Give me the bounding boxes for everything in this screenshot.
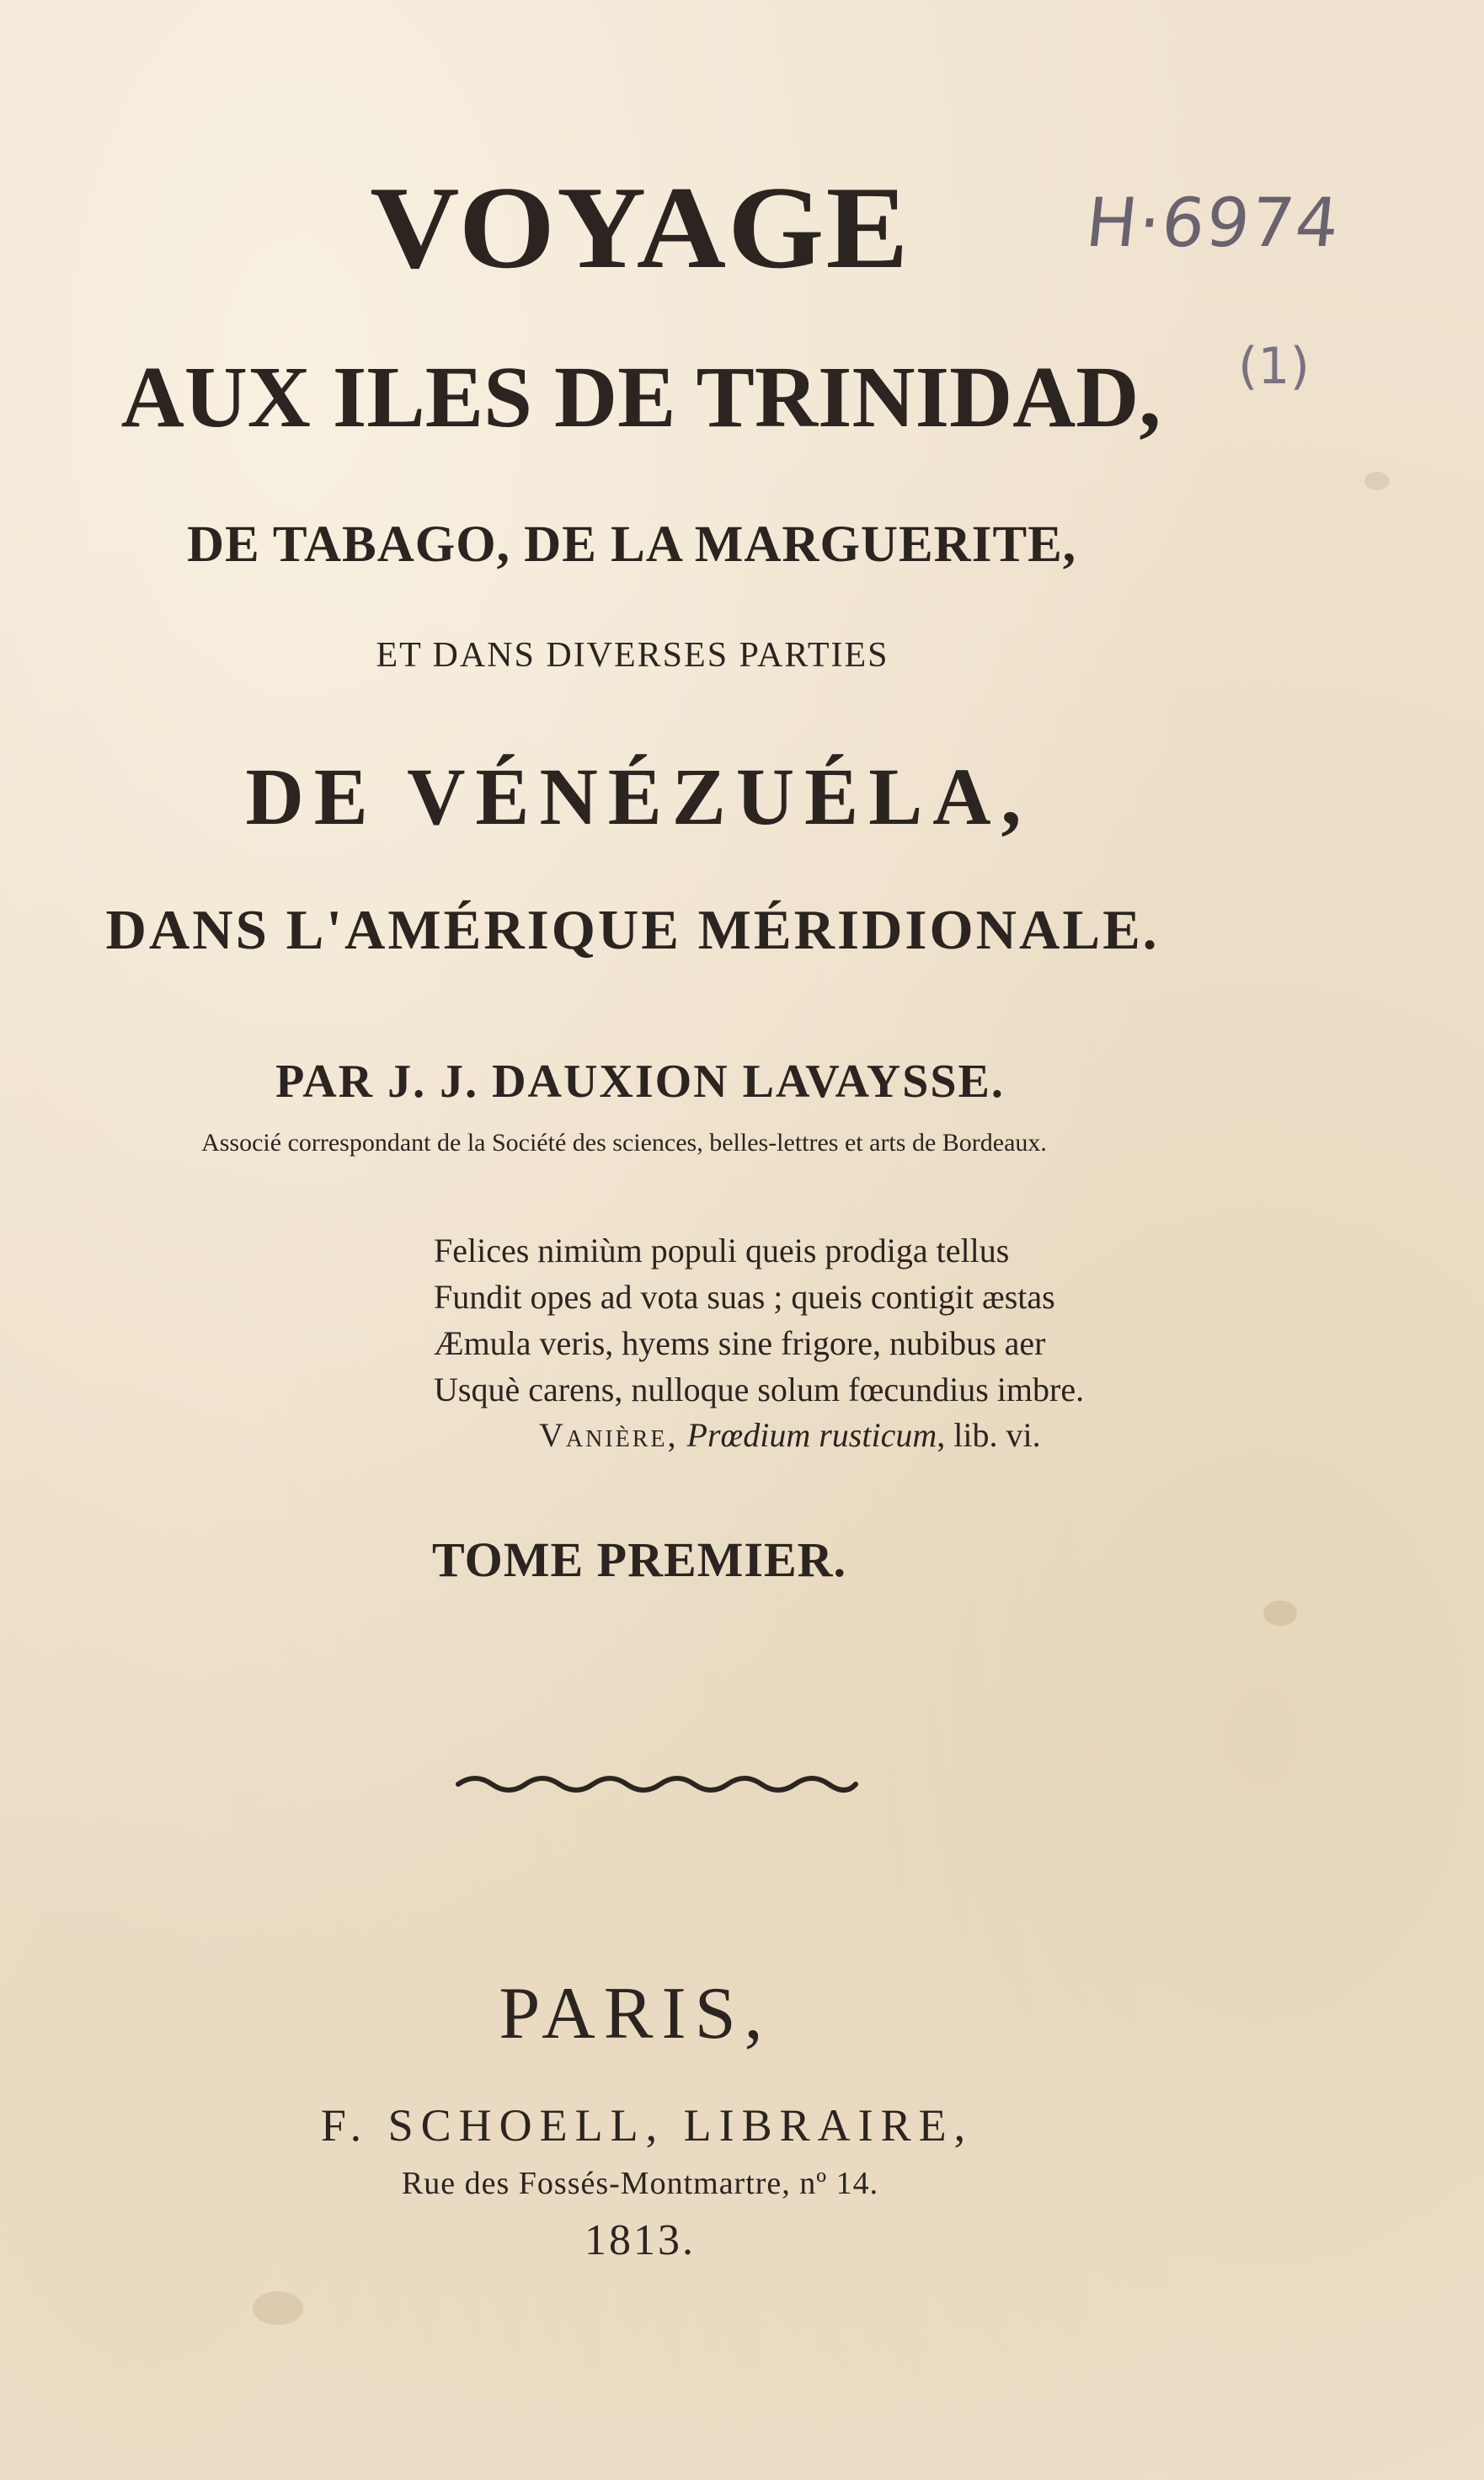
imprint-publisher: F. SCHOELL, LIBRAIRE, bbox=[320, 2100, 974, 2151]
book-title: VOYAGE bbox=[370, 163, 910, 293]
epigraph bbox=[434, 1227, 1084, 1413]
handwritten-volume-mark: (1) bbox=[1238, 337, 1310, 396]
epigraph-attribution bbox=[539, 1415, 1041, 1455]
epigraph-line: Felices nimiùm populi queis prodiga tellus bbox=[434, 1232, 1010, 1269]
epigraph-source-work: Prœdium rusticum bbox=[686, 1416, 937, 1454]
handwritten-shelfmark: H·6974 bbox=[1082, 184, 1345, 262]
author-affiliation: Associé correspondant de la Société des sciences, belles-lettres et arts de Bordeaux. bbox=[201, 1129, 1047, 1157]
imprint-address: Rue des Fossés-Montmartre, nº 14. bbox=[401, 2166, 879, 2201]
epigraph-line: Fundit opes ad vota suas ; queis contigit æstas bbox=[434, 1278, 1055, 1316]
paper-stain bbox=[1364, 472, 1390, 490]
epigraph-line: Usquè carens, nulloque solum fœcundius imbre. bbox=[434, 1371, 1085, 1408]
epigraph-source-author: Vanière, bbox=[539, 1416, 679, 1454]
volume-label: TOME PREMIER. bbox=[431, 1532, 847, 1587]
ornament-rule bbox=[455, 1769, 859, 1799]
imprint-city: PARIS, bbox=[499, 1973, 771, 2055]
paper-stain bbox=[1263, 1601, 1297, 1626]
subtitle-line-1: AUX ILES DE TRINIDAD, bbox=[120, 349, 1161, 446]
subtitle-line-5: DANS L'AMÉRIQUE MÉRIDIONALE. bbox=[105, 899, 1160, 961]
subtitle-line-3: ET DANS DIVERSES PARTIES bbox=[376, 636, 889, 675]
subtitle-line-2: DE TABAGO, DE LA MARGUERITE, bbox=[186, 516, 1077, 573]
imprint-year: 1813. bbox=[585, 2216, 696, 2264]
author-line: PAR J. J. DAUXION LAVAYSSE. bbox=[275, 1056, 1005, 1108]
subtitle-line-4: DE VÉNÉZUÉLA, bbox=[245, 751, 1032, 842]
epigraph-source-book: , lib. vi. bbox=[937, 1416, 1041, 1454]
epigraph-line: Æmula veris, hyems sine frigore, nubibus aer bbox=[434, 1324, 1046, 1362]
paper-stain bbox=[253, 2291, 303, 2325]
